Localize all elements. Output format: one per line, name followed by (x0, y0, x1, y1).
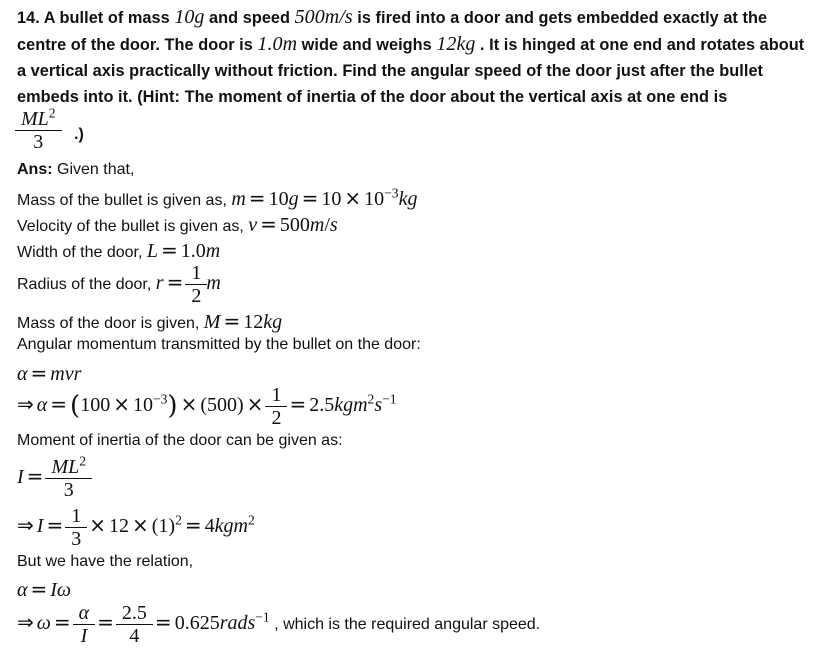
eq-moi-value: ⇒ I = $\frac{1}{3}$ × $12 \times (1)^2 = 4kgm^2$ (17, 505, 255, 550)
hint-tail: .) (74, 126, 84, 143)
eq-moi: I = $\frac{ML^2}{3}$ (17, 456, 91, 501)
answer-intro: Ans: Given that, (17, 161, 135, 178)
door-mass-value: 12kg (436, 33, 476, 55)
line-moi-label: Moment of inertia of the door can be given as: (17, 432, 343, 449)
answer-label: Ans: (17, 161, 53, 178)
line-angmom-label: Angular momentum transmitted by the bullet on the door: (17, 336, 421, 353)
eq-final: ⇒ ω = $\frac{\alpha}{I}$ = $\frac{2.5}{4}$ = 0.625rads$^{-1}$ , which is the required angular speed. (17, 602, 541, 647)
line-velocity: Velocity of the bullet is given as, v = 500m/s (17, 212, 338, 236)
question-text: 14. A bullet of mass 10g and speed 500m/s is fired into a door and gets embedded exactly at the centre of the door. The door is 1.0m wide and weighs 12kg . It is hinged at one end and rotates about a vertical axis practically without friction. Find the angular speed of the door just after the bullet embeds into it. (Hint: The moment of inertia of the door about the vertical axis at one end is (17, 6, 805, 106)
door-width-value: 1.0m (257, 33, 298, 55)
question-number: 14. (17, 9, 40, 27)
line-door-mass: Mass of the door is given, M = 12kg (17, 309, 283, 333)
line-width: Width of the door, L = 1.0m (17, 238, 221, 262)
final-statement: , which is the required angular speed. (274, 616, 541, 634)
bullet-speed-value: 500m/s (294, 6, 353, 28)
hint-fraction: $\frac{ML^2}{3}$ (18, 108, 59, 153)
bullet-mass-value: 10g (174, 6, 205, 28)
eq-angmom: α = mvr (17, 361, 82, 385)
eq-relation: α = Iω (17, 577, 72, 601)
eq-angmom-value: ⇒ $\alpha = (100 \times 10^{-3}) \times (500)$ × $\frac{1}{2}$ = $2.5kgm^2s^{-1}$ (17, 384, 397, 429)
line-radius: Radius of the door, r = $\frac{1}{2}$ m (17, 262, 221, 307)
line-bullet-mass: Mass of the bullet is given as, $m = 10g = 10 \times 10^{-3}kg$ (17, 185, 418, 210)
line-relation-label: But we have the relation, (17, 553, 194, 570)
